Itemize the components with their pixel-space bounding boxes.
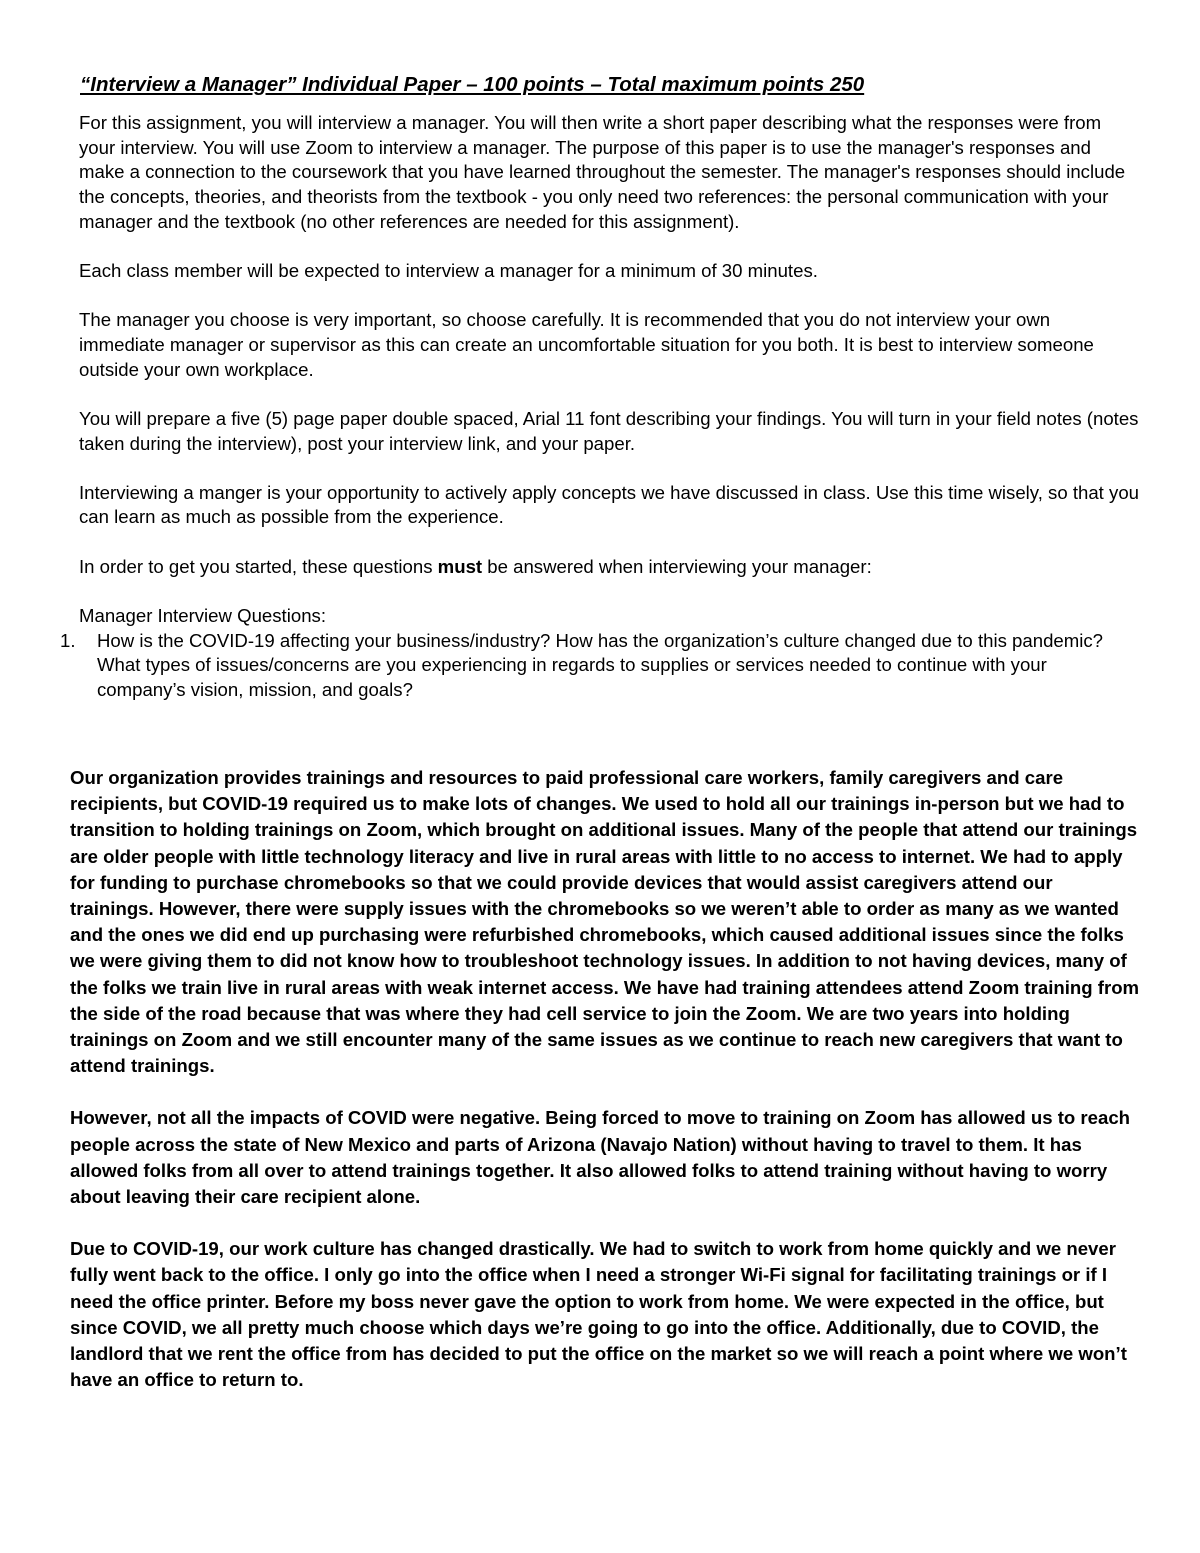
instructions-text: be answered when interviewing your manager: <box>482 555 872 577</box>
document-title: “Interview a Manager” Individual Paper – 100 points – Total maximum points 250 <box>80 73 865 96</box>
instructions-paragraph-2: Each class member will be expected to interview a manager for a minimum of 30 minutes. <box>79 260 818 282</box>
instructions-paragraph-5: Interviewing a manger is your opportunity to actively apply concepts we have discussed in class. Use this time wisely, so that you can learn as much as possible from the experience. <box>79 481 1139 528</box>
question-number: 1. <box>60 629 76 651</box>
answer-paragraph-2: However, not all the impacts of COVID were negative. Being forced to move to training on Zoom has allowed us to reach people across the state of New Mexico and parts of Arizona (Navajo Nation) without having to travel to them. It has allowed folks from all over to attend trainings together. It also allowed folks to attend training without having to worry about leaving their care recipient alone. <box>70 1107 1131 1208</box>
instructions-text: In order to get you started, these questions <box>79 555 438 577</box>
question-text: How is the COVID-19 affecting your business/industry? How has the organization’s culture changed due to this pandemic? What types of issues/concerns are you experiencing in regards to supplies or services needed to continue with your company’s vision, mission, and goals? <box>97 629 1104 700</box>
instructions-paragraph-6 <box>79 555 1139 580</box>
answer-paragraph-3: Due to COVID-19, our work culture has changed drastically. We had to switch to work from home quickly and we never fully went back to the office. I only go into the office when I need a stronger Wi-Fi signal for facilitating trainings or if I need the office printer. Before my boss never gave the option to work from home. We were expected in the office, but since COVID, we all pretty much choose which days we’re going to go into the office. Additionally, due to COVID, the landlord that we rent the office from has decided to put the office on the market so we will reach a point where we won’t have an office to return to. <box>70 1238 1127 1391</box>
answer-paragraph-1: Our organization provides trainings and resources to paid professional care workers, family caregivers and care recipients, but COVID-19 required us to make lots of changes. We used to hold all our trainings in-person but we had to transition to holding trainings on Zoom, which brought on additional issues. Many of the people that attend our trainings are older people with little technology literacy and live in rural areas with little to no access to internet. We had to apply for funding to purchase chromebooks so that we could provide devices that would assist caregivers attend our trainings. However, there were supply issues with the chromebooks so we weren’t able to order as many as we wanted and the ones we did end up purchasing were refurbished chromebooks, which caused additional issues since the folks we were giving them to did not know how to troubleshoot technology issues. In addition to not having devices, many of the folks we train live in rural areas with weak internet access. We have had training attendees attend Zoom training from the side of the road because that was where they had cell service to join the Zoom. We are two years into holding trainings on Zoom and we still encounter many of the same issues as we continue to reach new caregivers that want to attend trainings. <box>70 767 1140 1077</box>
questions-heading: Manager Interview Questions: <box>79 604 327 626</box>
instructions-paragraph-4: You will prepare a five (5) page paper double spaced, Arial 11 font describing your findings. You will turn in your field notes (notes taken during the interview), post your interview link, and your paper. <box>79 407 1139 454</box>
instructions-paragraph-3: The manager you choose is very important, so choose carefully. It is recommended that you do not interview your own immediate manager or supervisor as this can create an uncomfortable situation for you both. It is best to interview someone outside your own workplace. <box>79 309 1094 380</box>
assignment-instructions <box>60 111 1139 703</box>
questions-list <box>60 629 1139 703</box>
emphasis-must: must <box>437 555 483 577</box>
question-item <box>60 629 1139 703</box>
manager-answers <box>70 765 1140 1419</box>
instructions-paragraph-1: For this assignment, you will interview a manager. You will then write a short paper describing what the responses were from your interview. You will use Zoom to interview a manager. The purpose of this paper is to use the manager's responses and make a connection to the coursework that you have learned throughout the semester. The manager's responses should include the concepts, theories, and theorists from the textbook - you only need two references: the personal communication with your manager and the textbook (no other references are needed for this assignment). <box>79 112 1126 232</box>
